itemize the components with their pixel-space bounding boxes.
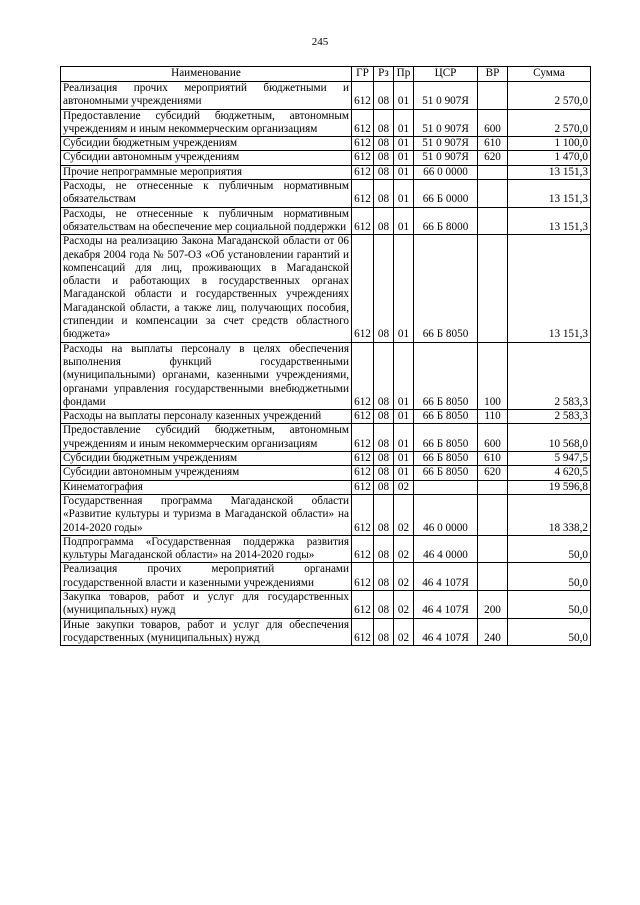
cell-name: Иные закупки товаров, работ и услуг для обеспечения государственных (муниципальных) нужд xyxy=(61,618,352,646)
cell-vr xyxy=(478,207,508,235)
budget-table xyxy=(60,66,591,646)
table-row xyxy=(61,165,591,179)
cell-vr: 610 xyxy=(478,452,508,466)
cell-gr: 612 xyxy=(352,590,374,618)
cell-csr: 46 0 0000 xyxy=(414,494,478,535)
cell-gr: 612 xyxy=(352,618,374,646)
cell-sum: 13 151,3 xyxy=(508,180,591,208)
header-csr: ЦСР xyxy=(414,67,478,82)
cell-vr: 620 xyxy=(478,466,508,480)
cell-rz: 08 xyxy=(374,618,394,646)
cell-gr: 612 xyxy=(352,235,374,342)
cell-pr: 02 xyxy=(394,563,414,591)
table-header-row xyxy=(61,67,591,82)
cell-csr: 46 4 107Я xyxy=(414,590,478,618)
cell-pr: 01 xyxy=(394,342,414,409)
cell-pr: 01 xyxy=(394,207,414,235)
cell-sum: 2 570,0 xyxy=(508,109,591,137)
cell-name: Реализация прочих мероприятий органами государственной власти и казенными учреждениями xyxy=(61,563,352,591)
cell-rz: 08 xyxy=(374,180,394,208)
cell-rz: 08 xyxy=(374,82,394,110)
table-row xyxy=(61,424,591,452)
table-row xyxy=(61,342,591,409)
cell-name: Закупка товаров, работ и услуг для государственных (муниципальных) нужд xyxy=(61,590,352,618)
cell-gr: 612 xyxy=(352,207,374,235)
cell-csr: 66 Б 8050 xyxy=(414,235,478,342)
cell-vr xyxy=(478,563,508,591)
cell-csr: 66 Б 8050 xyxy=(414,452,478,466)
cell-sum: 19 596,8 xyxy=(508,480,591,494)
cell-sum: 13 151,3 xyxy=(508,207,591,235)
cell-gr: 612 xyxy=(352,180,374,208)
cell-name: Субсидии автономным учреждениям xyxy=(61,466,352,480)
table-row xyxy=(61,82,591,110)
header-rz: Рз xyxy=(374,67,394,82)
cell-gr: 612 xyxy=(352,410,374,424)
cell-gr: 612 xyxy=(352,151,374,165)
cell-name: Субсидии бюджетным учреждениям xyxy=(61,452,352,466)
cell-vr: 200 xyxy=(478,590,508,618)
cell-sum: 50,0 xyxy=(508,563,591,591)
header-pr: Пр xyxy=(394,67,414,82)
cell-csr: 66 Б 8050 xyxy=(414,424,478,452)
cell-vr: 610 xyxy=(478,137,508,151)
table-row xyxy=(61,563,591,591)
header-vr: ВР xyxy=(478,67,508,82)
cell-rz: 08 xyxy=(374,165,394,179)
cell-rz: 08 xyxy=(374,151,394,165)
table-row xyxy=(61,137,591,151)
cell-gr: 612 xyxy=(352,109,374,137)
cell-rz: 08 xyxy=(374,466,394,480)
cell-sum: 2 583,3 xyxy=(508,342,591,409)
cell-name: Подпрограмма «Государственная поддержка развития культуры Магаданской области» на 2014-2020 годы» xyxy=(61,535,352,563)
cell-csr: 66 Б 0000 xyxy=(414,180,478,208)
cell-sum: 1 470,0 xyxy=(508,151,591,165)
header-name: Наименование xyxy=(61,67,352,82)
cell-rz: 08 xyxy=(374,563,394,591)
header-sum: Сумма xyxy=(508,67,591,82)
cell-vr xyxy=(478,480,508,494)
cell-pr: 02 xyxy=(394,618,414,646)
cell-rz: 08 xyxy=(374,535,394,563)
page-number: 245 xyxy=(311,36,329,48)
cell-vr: 620 xyxy=(478,151,508,165)
cell-pr: 01 xyxy=(394,235,414,342)
cell-sum: 2 570,0 xyxy=(508,82,591,110)
cell-gr: 612 xyxy=(352,424,374,452)
cell-csr: 46 4 0000 xyxy=(414,535,478,563)
cell-csr: 66 Б 8050 xyxy=(414,466,478,480)
cell-rz: 08 xyxy=(374,342,394,409)
cell-pr: 01 xyxy=(394,180,414,208)
cell-rz: 08 xyxy=(374,452,394,466)
table-row xyxy=(61,535,591,563)
cell-gr: 612 xyxy=(352,535,374,563)
cell-name: Расходы на реализацию Закона Магаданской области от 06 декабря 2004 года № 507-ОЗ «Об установлении гарантий и компенсаций для лиц, проживающих в Магаданской области и работающих в государственных органах Магаданской области и государственных учреждениях Магаданской области, а также лиц, получающих пособия, стипендии и компенсации за счет средств областного бюджета» xyxy=(61,235,352,342)
table-row xyxy=(61,151,591,165)
cell-name: Государственная программа Магаданской области «Развитие культуры и туризма в Магаданской области» на 2014-2020 годы» xyxy=(61,494,352,535)
table-row xyxy=(61,109,591,137)
cell-name: Субсидии бюджетным учреждениям xyxy=(61,137,352,151)
cell-rz: 08 xyxy=(374,109,394,137)
cell-sum: 18 338,2 xyxy=(508,494,591,535)
cell-sum: 2 583,3 xyxy=(508,410,591,424)
cell-vr xyxy=(478,82,508,110)
cell-vr: 110 xyxy=(478,410,508,424)
cell-name: Предоставление субсидий бюджетным, автономным учреждениям и иным некоммерческим организациям xyxy=(61,109,352,137)
table-row xyxy=(61,235,591,342)
cell-csr: 51 0 907Я xyxy=(414,82,478,110)
cell-sum: 5 947,5 xyxy=(508,452,591,466)
cell-name: Расходы на выплаты персоналу казенных учреждений xyxy=(61,410,352,424)
cell-sum: 10 568,0 xyxy=(508,424,591,452)
cell-name: Расходы, не отнесенные к публичным нормативным обязательствам xyxy=(61,180,352,208)
cell-name: Расходы, не отнесенные к публичным нормативным обязательствам на обеспечение мер социальной поддержки xyxy=(61,207,352,235)
cell-sum: 13 151,3 xyxy=(508,235,591,342)
cell-pr: 01 xyxy=(394,424,414,452)
cell-rz: 08 xyxy=(374,137,394,151)
cell-csr: 66 Б 8000 xyxy=(414,207,478,235)
cell-name: Кинематография xyxy=(61,480,352,494)
cell-pr: 02 xyxy=(394,590,414,618)
cell-gr: 612 xyxy=(352,82,374,110)
cell-rz: 08 xyxy=(374,480,394,494)
cell-rz: 08 xyxy=(374,235,394,342)
cell-pr: 01 xyxy=(394,410,414,424)
cell-gr: 612 xyxy=(352,466,374,480)
cell-gr: 612 xyxy=(352,165,374,179)
cell-gr: 612 xyxy=(352,342,374,409)
cell-pr: 01 xyxy=(394,466,414,480)
cell-vr: 600 xyxy=(478,424,508,452)
cell-vr: 240 xyxy=(478,618,508,646)
cell-csr: 51 0 907Я xyxy=(414,109,478,137)
cell-pr: 01 xyxy=(394,452,414,466)
cell-pr: 02 xyxy=(394,535,414,563)
table-row xyxy=(61,180,591,208)
cell-csr: 46 4 107Я xyxy=(414,618,478,646)
cell-vr xyxy=(478,165,508,179)
table-row xyxy=(61,207,591,235)
cell-vr xyxy=(478,535,508,563)
cell-name: Предоставление субсидий бюджетным, автономным учреждениям и иным некоммерческим организациям xyxy=(61,424,352,452)
table-row xyxy=(61,410,591,424)
cell-sum: 1 100,0 xyxy=(508,137,591,151)
cell-pr: 01 xyxy=(394,82,414,110)
cell-name: Реализация прочих мероприятий бюджетными и автономными учреждениями xyxy=(61,82,352,110)
cell-rz: 08 xyxy=(374,410,394,424)
cell-pr: 01 xyxy=(394,109,414,137)
cell-gr: 612 xyxy=(352,452,374,466)
cell-gr: 612 xyxy=(352,137,374,151)
cell-vr: 600 xyxy=(478,109,508,137)
cell-csr: 66 Б 8050 xyxy=(414,342,478,409)
cell-csr: 51 0 907Я xyxy=(414,137,478,151)
cell-vr xyxy=(478,235,508,342)
cell-pr: 02 xyxy=(394,494,414,535)
cell-sum: 50,0 xyxy=(508,535,591,563)
header-gr: ГР xyxy=(352,67,374,82)
cell-rz: 08 xyxy=(374,207,394,235)
cell-csr: 66 0 0000 xyxy=(414,165,478,179)
table-row xyxy=(61,590,591,618)
cell-rz: 08 xyxy=(374,590,394,618)
cell-gr: 612 xyxy=(352,494,374,535)
cell-pr: 01 xyxy=(394,151,414,165)
cell-csr xyxy=(414,480,478,494)
cell-csr: 46 4 107Я xyxy=(414,563,478,591)
cell-sum: 50,0 xyxy=(508,618,591,646)
cell-rz: 08 xyxy=(374,424,394,452)
cell-sum: 13 151,3 xyxy=(508,165,591,179)
table-row xyxy=(61,618,591,646)
cell-csr: 51 0 907Я xyxy=(414,151,478,165)
cell-vr xyxy=(478,180,508,208)
cell-pr: 01 xyxy=(394,137,414,151)
cell-pr: 01 xyxy=(394,165,414,179)
cell-gr: 612 xyxy=(352,563,374,591)
cell-csr: 66 Б 8050 xyxy=(414,410,478,424)
table-row xyxy=(61,452,591,466)
table-row xyxy=(61,466,591,480)
cell-name: Прочие непрограммные мероприятия xyxy=(61,165,352,179)
cell-sum: 50,0 xyxy=(508,590,591,618)
table-row xyxy=(61,494,591,535)
cell-sum: 4 620,5 xyxy=(508,466,591,480)
cell-name: Субсидии автономным учреждениям xyxy=(61,151,352,165)
cell-rz: 08 xyxy=(374,494,394,535)
cell-vr xyxy=(478,494,508,535)
cell-pr: 02 xyxy=(394,480,414,494)
cell-gr: 612 xyxy=(352,480,374,494)
cell-name: Расходы на выплаты персоналу в целях обеспечения выполнения функций государственными (муниципальными) органами, казенными учреждениями, органами управления государственными внебюджетными фондами xyxy=(61,342,352,409)
cell-vr: 100 xyxy=(478,342,508,409)
table-row xyxy=(61,480,591,494)
